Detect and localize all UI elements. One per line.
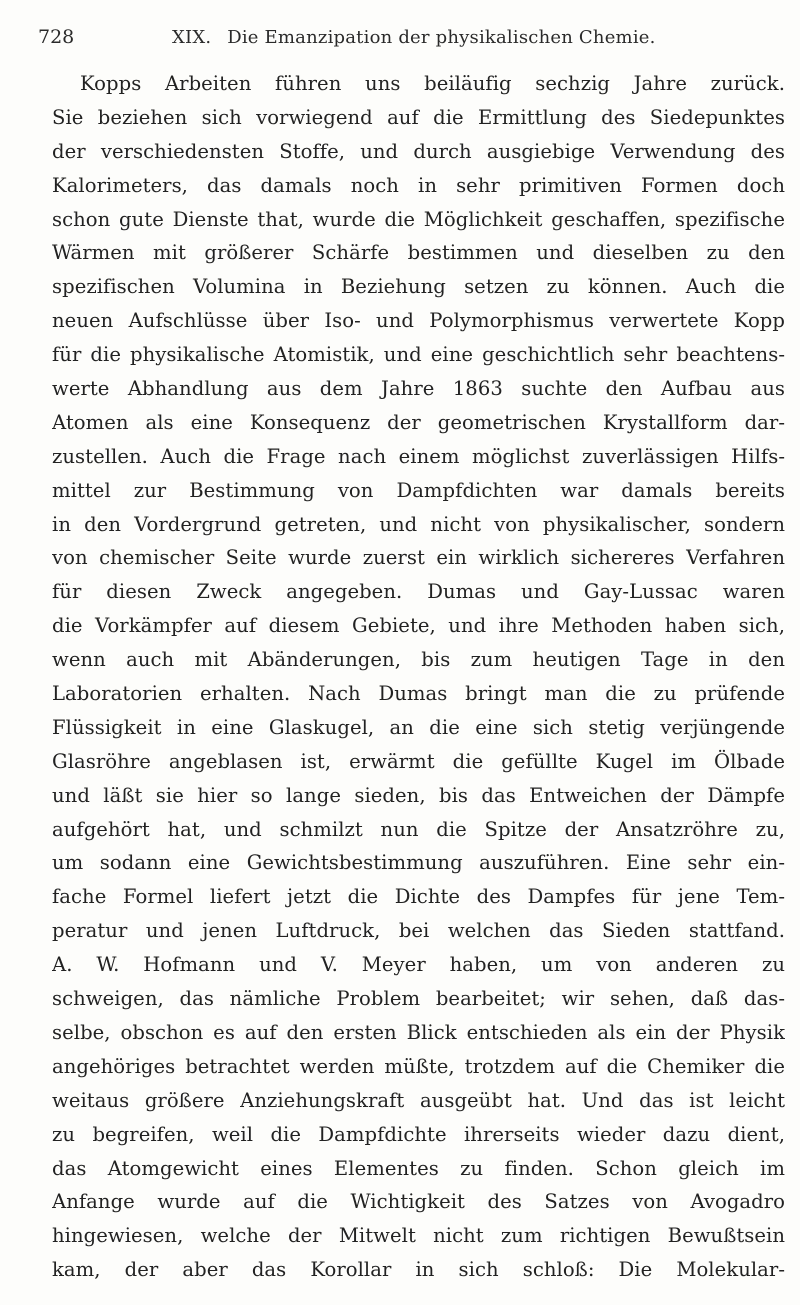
text-line: das Atomgewicht eines Elementes zu finden. Schon gleich im: [52, 1156, 785, 1180]
text-line: Kalorimeters, das damals noch in sehr primitiven Formen doch: [52, 173, 785, 197]
text-line: schon gute Dienste that, wurde die Möglichkeit geschaffen, spezifische: [52, 207, 785, 231]
text-line: peratur und jenen Luftdruck, bei welchen das Sieden stattfand.: [52, 919, 785, 943]
text-line: hingewiesen, welche der Mitwelt nicht zum richtigen Bewußtsein: [52, 1224, 785, 1248]
text-line: selbe, obschon es auf den ersten Blick entschieden als ein der Physik: [52, 1020, 785, 1044]
body-text: [52, 67, 785, 1287]
text-line: Atomen als eine Konsequenz der geometrischen Krystallform dar-: [52, 410, 785, 434]
text-line: um sodann eine Gewichtsbestimmung auszuführen. Eine sehr ein-: [52, 851, 785, 875]
text-line: wenn auch mit Abänderungen, bis zum heutigen Tage in den: [52, 648, 785, 672]
page-number: 728: [38, 26, 75, 48]
text-line: neuen Aufschlüsse über Iso- und Polymorphismus verwertete Kopp: [52, 309, 785, 333]
text-line: fache Formel liefert jetzt die Dichte des Dampfes für jene Tem-: [52, 885, 785, 909]
text-line: Kopps Arbeiten führen uns beiläufig sechzig Jahre zurück.: [80, 72, 785, 95]
running-head: [172, 27, 656, 48]
text-line: Flüssigkeit in eine Glaskugel, an die eine sich stetig verjüngende: [52, 715, 785, 739]
text-line: aufgehört hat, und schmilzt nun die Spitze der Ansatzröhre zu,: [52, 817, 785, 841]
text-line: der verschiedensten Stoffe, und durch ausgiebige Verwendung des: [52, 139, 785, 163]
text-line: angehöriges betrachtet werden müßte, trotzdem auf die Chemiker die: [52, 1054, 785, 1078]
text-line: Glasröhre angeblasen ist, erwärmt die gefüllte Kugel im Ölbade: [52, 749, 785, 773]
running-title: Die Emanzipation der physikalischen Chemie.: [227, 27, 656, 48]
page-header: [38, 26, 778, 54]
text-line: und läßt sie hier so lange sieden, bis das Entweichen der Dämpfe: [52, 783, 785, 807]
text-line: für die physikalische Atomistik, und eine geschichtlich sehr beachtens-: [52, 343, 785, 367]
text-line: zu begreifen, weil die Dampfdichte ihrerseits wieder dazu dient,: [52, 1122, 785, 1146]
text-line: die Vorkämpfer auf diesem Gebiete, und ihre Methoden haben sich,: [52, 614, 785, 638]
text-line: Wärmen mit größerer Schärfe bestimmen und dieselben zu den: [52, 241, 785, 265]
text-line: von chemischer Seite wurde zuerst ein wirklich sichereres Verfahren: [52, 546, 785, 570]
text-line: spezifischen Volumina in Beziehung setzen zu können. Auch die: [52, 275, 785, 299]
text-line: mittel zur Bestimmung von Dampfdichten war damals bereits: [52, 478, 785, 502]
text-line: weitaus größere Anziehungskraft ausgeübt hat. Und das ist leicht: [52, 1088, 785, 1112]
chapter-number: XIX.: [172, 27, 212, 48]
text-line: in den Vordergrund getreten, und nicht von physikalischer, sondern: [52, 512, 785, 536]
text-line: kam, der aber das Korollar in sich schloß: Die Molekular-: [52, 1258, 785, 1282]
text-line: Anfange wurde auf die Wichtigkeit des Satzes von Avogadro: [52, 1190, 785, 1214]
text-line: Laboratorien erhalten. Nach Dumas bringt man die zu prüfende: [52, 682, 785, 706]
text-line: zustellen. Auch die Frage nach einem möglichst zuverlässigen Hilfs-: [52, 444, 785, 468]
text-line: Sie beziehen sich vorwiegend auf die Ermittlung des Siedepunktes: [52, 105, 785, 129]
text-line: werte Abhandlung aus dem Jahre 1863 suchte den Aufbau aus: [52, 377, 785, 401]
text-line: A. W. Hofmann und V. Meyer haben, um von anderen zu: [52, 953, 785, 977]
text-line: für diesen Zweck angegeben. Dumas und Gay-Lussac waren: [52, 580, 785, 604]
text-line: schweigen, das nämliche Problem bearbeitet; wir sehen, daß das-: [52, 987, 785, 1011]
